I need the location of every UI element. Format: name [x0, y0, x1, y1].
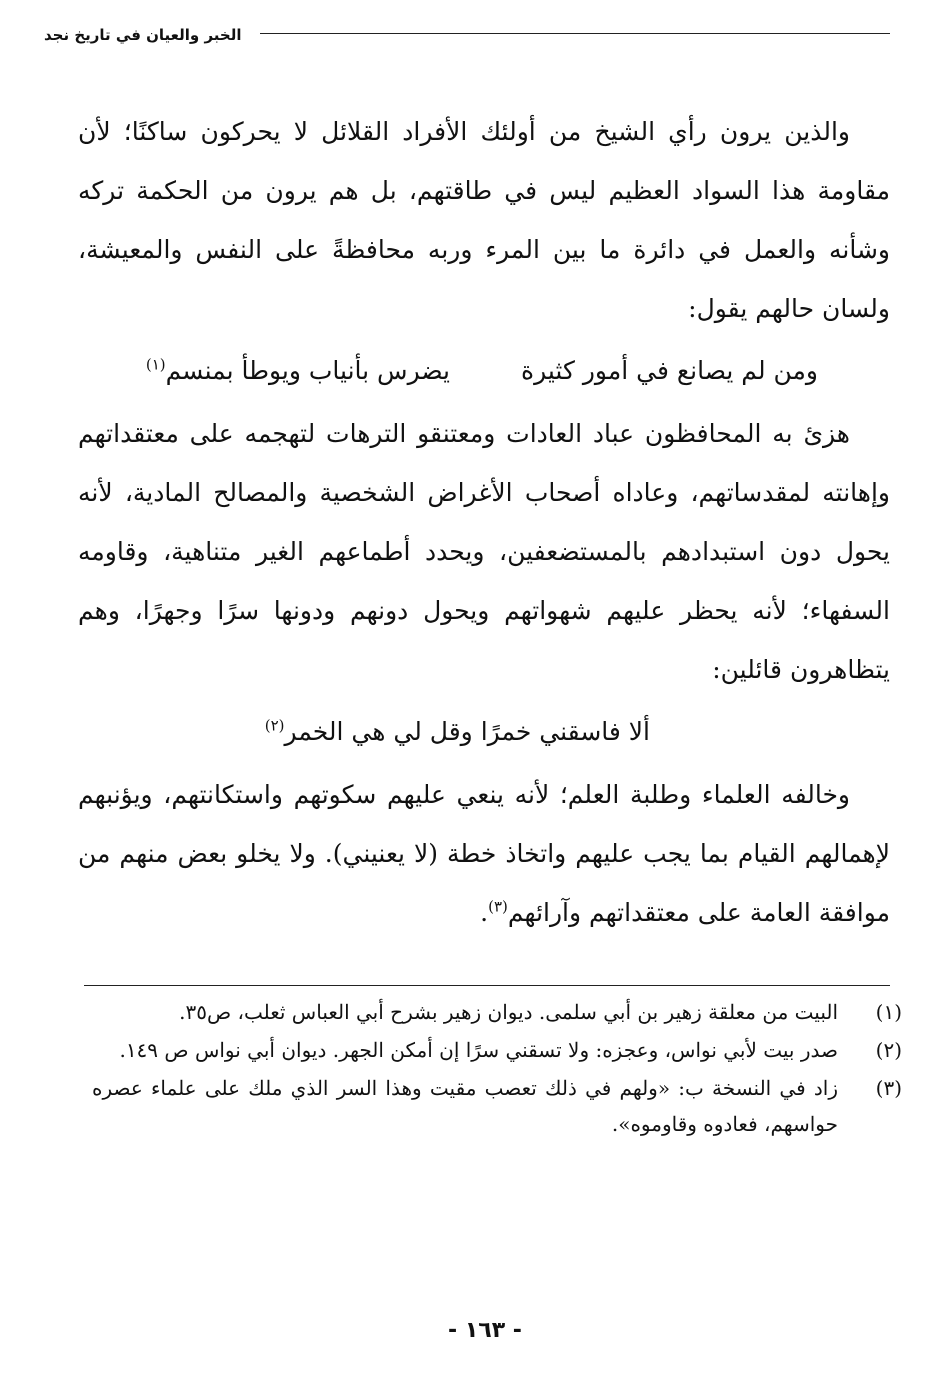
footnote-number: (٢): [875, 1038, 902, 1062]
page-number: - ١٦٣ -: [448, 1318, 522, 1343]
verse-1: [78, 338, 890, 404]
header-rule: [260, 33, 890, 34]
book-title: الخبر والعيان في تاريخ نجد: [44, 26, 242, 44]
verse-2-hemistich: [265, 699, 650, 765]
footnote-number: (١): [875, 1000, 902, 1024]
running-header: [44, 26, 890, 54]
main-text: [78, 102, 890, 942]
verse-1-first-hemistich: ومن لم يصانع في أمور كثيرة: [521, 356, 818, 385]
verse-1-second-hemistich: [146, 338, 450, 404]
footnote-text: زاد في النسخة ب: «ولهم في ذلك تعصب مقيت وهذا السر الذي ملك على علماء عصره حواسهم، فعادوه وقاوموه».: [92, 1076, 838, 1136]
paragraph-3: [78, 765, 890, 942]
footnote-mark-2: (٢): [264, 716, 285, 735]
paragraph-2: هزئ به المحافظون عباد العادات ومعتنقو الترهات لتهجمه على معتقداتهم وإهانته لمقدساتهم، وعاداه أصحاب الأغراض الشخصية والمصالح المادية، لأنه يحول دون استبدادهم بالمستضعفين، ويحدد أطماعهم الغير متناهية، وقاومه السفهاء؛ لأنه يحظر عليهم شهواتهم ويحول دونهم ودونها سرًا وجهرًا، وهم يتظاهرون قائلين:: [78, 419, 890, 684]
footnote-text: صدر بيت لأبي نواس، وعجزه: ولا تسقني سرًا إن أمكن الجهر. ديوان أبي نواس ص ١٤٩.: [119, 1038, 838, 1062]
footnote-2: [92, 1032, 902, 1068]
footnotes: [92, 994, 902, 1144]
paragraph-3-text: وخالفه العلماء وطلبة العلم؛ لأنه ينعي عليهم سكوتهم واستكانتهم، ويؤنبهم لإهمالهم القيام بما يجب عليهم واتخاذ خطة (لا يعنيني). ولا يخلو بعض منهم من موافقة العامة على معتقداتهم وآرائهم: [78, 780, 890, 927]
paragraph-1: والذين يرون رأي الشيخ من أولئك الأفراد القلائل لا يحركون ساكنًا؛ لأن مقاومة هذا السواد العظيم ليس في طاقتهم، بل هم يرون من الحكمة تركه وشأنه والعمل في دائرة ما بين المرء وربه محافظةً على النفس والمعيشة، ولسان حالهم يقول:: [78, 117, 890, 323]
paragraph-3-end: .: [480, 898, 489, 927]
verse-2-text: ألا فاسقني خمرًا وقل لي هي الخمر: [284, 717, 650, 746]
footnote-text: البيت من معلقة زهير بن أبي سلمى. ديوان زهير بشرح أبي العباس ثعلب، ص٣٥.: [179, 1000, 838, 1024]
footnote-mark-3: (٣): [488, 897, 508, 916]
footnote-separator: [84, 985, 890, 986]
footnote-1: [92, 994, 902, 1030]
verse-1-second-hemistich-text: يضرس بأنياب ويوطأ بمنسم: [165, 356, 450, 385]
footnote-mark-1: (١): [145, 355, 166, 374]
verse-2: [78, 699, 890, 765]
footnote-3: [92, 1070, 902, 1142]
footnote-number: (٣): [875, 1076, 902, 1100]
